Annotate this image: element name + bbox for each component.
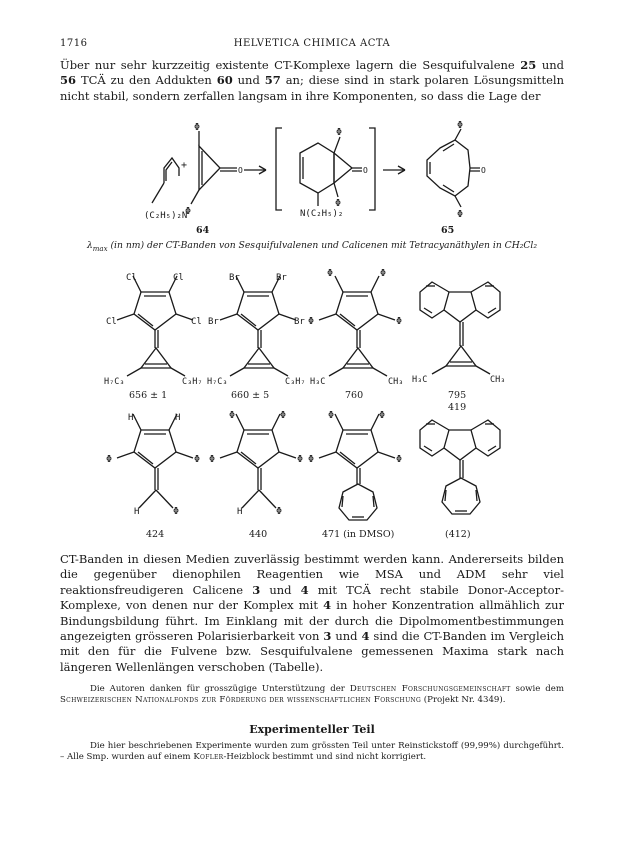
structure-fluorenylidene-calicene [420,282,500,374]
phi-label: Φ [379,410,386,421]
substituent-label: H₇C₃ [207,377,228,387]
compound-ref: 57 [264,73,281,88]
phi-label: Φ [336,127,343,138]
phi-label: Φ [328,410,335,421]
compound-ref: 3 [323,629,332,644]
text-run: sind die CT-Banden im Vergleich mit den für die Fulvene bzw. Sesquifulvalene gemessenen Maxima stark nach längeren Wellenlängen verschoben (Tabelle). [60,629,564,674]
phi-label: Φ [229,410,236,421]
text-run: und [331,629,362,644]
figure-caption [60,240,564,253]
text-run: TCÄ zu den Addukten [76,73,217,88]
phi-label: Φ [335,198,342,209]
oxygen-label: O [238,166,243,175]
substituent-label: H [175,413,181,423]
section-heading: Experimenteller Teil [249,723,375,736]
phi-label: Φ [194,454,201,465]
substituent-label: Br [208,317,219,327]
text-run: CT-Banden in diesen Medien zuverlässig bestimmt werden kann. Andererseits bilden die gegenüber dienophilen Reagentien wie MSA und ADM sehr viel reaktionsfreudigeren Calicene [60,552,564,597]
bracket-right [369,128,375,210]
text-run: Über nur sehr kurzzeitig existente CT-Komplexe lagern die Sesquifulvalene [60,58,521,72]
lambda-value: 424 [146,529,165,540]
lambda-value: 760 [345,390,364,401]
phi-label: Φ [173,506,180,517]
phi-label: Φ [308,316,315,327]
phi-label: Φ [327,268,334,279]
structure-tetrachloro-calicene [117,276,193,376]
lambda-value: 440 [249,529,268,540]
compound-number: 64 [196,225,210,236]
plus-sign: + [181,160,188,171]
bracket-left [276,128,282,210]
substituent-label: Cl [191,317,202,327]
substituent-label: Cl [106,317,117,327]
substituent-label: Br [229,273,240,283]
phi-label: Φ [396,454,403,465]
instrument-name: Kofler [193,752,224,763]
phi-label: Φ [209,454,216,465]
compound-ref: 3 [252,582,261,597]
structure-tetraphenyl-fulvene [220,414,296,508]
structure-diphenyl-fulvene [117,414,193,508]
bicyclic-ring [300,143,334,193]
phi-label: Φ [185,206,192,217]
page-number: 1716 [60,38,88,49]
lambda-symbol: λ [86,240,93,251]
substituent-label: CH₃ [490,375,506,385]
substituent-label: Cl [126,273,137,283]
text-run: und [260,582,301,597]
substituent-label: Br [276,273,287,283]
substituent-label: H [128,413,134,423]
amine-label: (C₂H₅)₂N [144,211,188,221]
structure-tetraphenyl-sesquifulvalene [319,414,395,520]
text-run: mit TCÄ recht stabile Donor-Acceptor-Komplexe, von denen nur der Komplex mit [60,582,564,613]
lambda-value: 656 ± 1 [129,390,168,401]
phi-label: Φ [380,268,387,279]
text-run: sowie dem [510,684,565,694]
substituent-label: H [134,507,140,517]
lambda-value: 471 (in DMSO) [322,529,395,540]
structure-tetraphenyl-calicene [319,276,395,376]
phi-label: Φ [194,122,201,133]
phi-label: Φ [280,410,287,421]
funding-body: Deutschen Forschungsgemeinschaft [349,684,511,694]
phi-label: Φ [396,316,403,327]
lambda-value: 795 [448,390,467,401]
phi-label: Φ [106,454,113,465]
phi-label: Φ [457,209,464,220]
acknowledgement [60,684,564,707]
compound-ref: 60 [216,73,233,88]
substituent-label: Br [294,317,305,327]
paragraph-experimental [60,741,564,764]
compound-number: 65 [441,225,455,236]
text-run: an; diese sind in stark polaren Lösungsmitteln nicht stabil, sondern zerfallen langsam in ihre Komponenten, so dass die Lage der [60,73,564,103]
caption-text: (in nm) der CT-Banden von Sesquifulvalenen und Calicenen mit Tetracyanäthylen in CH₂Cl₂ [107,240,538,251]
text-run: -Heizblock bestimmt und sind nicht korrigiert. [223,752,427,763]
lambda-value: 660 ± 5 [231,390,270,401]
phi-label: Φ [308,454,315,465]
paragraph-discussion [60,552,564,675]
compound-ref: 4 [361,629,370,644]
phi-label: Φ [457,120,464,131]
text-run: Die Autoren danken für grosszügige Unterstützung der [90,684,350,694]
substituent-label: H₃C [412,375,428,385]
substituent-label: H₇C₃ [104,377,125,387]
text-run: Die hier beschriebenen Experimente wurden zum grössten Teil unter Reinstickstoff (99,99%) durchgeführt. – Alle Smp. wurden auf einem [60,741,564,763]
compound-ref: 56 [60,73,77,88]
substituent-label: C₃H₇ [285,377,306,387]
text-run: und [536,58,564,72]
lambda-value: 419 [448,402,467,413]
journal-name: HELVETICA CHIMICA ACTA [233,38,391,49]
substituent-label: C₃H₇ [182,377,203,387]
structure-fluorenylidene-cycloheptatriene [420,420,500,514]
substituent-label: H₃C [310,377,326,387]
compound-ref: 25 [520,58,537,72]
text-run: in hoher Konzentration allmählich zur Bindungsbildung führt. Im Einklang mit der durch die Dipolmomentbestimmungen angezeigten grösseren Polarisierbarkeit von [60,598,564,644]
compound-ref: 4 [300,582,309,597]
funding-body: Schweizerischen Nationalfonds zur Förderung der wissenschaftlichen Forschung [60,695,422,706]
tropone-ring [427,140,470,196]
phi-label: Φ [276,506,283,517]
lambda-subscript: max [92,244,108,253]
oxygen-label: O [363,166,368,175]
phi-label: Φ [297,454,304,465]
substituent-label: H [237,507,243,517]
substituent-label: Cl [173,273,184,283]
text-run: (Projekt Nr. 4349). [421,695,506,706]
amine-label: N(C₂H₅)₂ [300,209,344,219]
substituent-label: CH₃ [388,377,404,387]
structure-tetrabromo-calicene [220,276,296,376]
oxygen-label: O [481,166,486,175]
text-run: und [232,73,265,88]
compound-ref: 4 [323,598,332,613]
lambda-value: (412) [445,529,471,540]
